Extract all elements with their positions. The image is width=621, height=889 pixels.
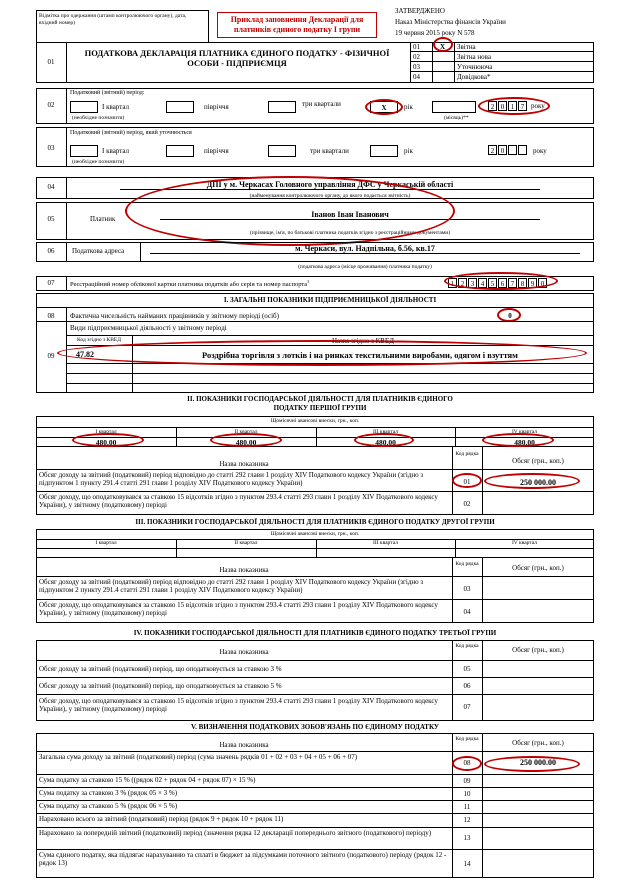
address-label: Податкова адреса (72, 247, 125, 255)
doc-type-02-num: 02 (413, 53, 420, 61)
reg-digit-cell[interactable]: 0 (538, 278, 547, 288)
corr-year-label: рік (404, 147, 413, 155)
sec5-row-text: Сума податку за ставкою 15 % ((рядок 02 + рядок 04 + рядок 07) × 15 %) (39, 776, 256, 784)
sec2-q2-label: II квартал (234, 429, 258, 435)
corr-necessary: (необхідне позначити) (72, 159, 125, 165)
period-corr-label: Податковий (звітний) період, який уточнюється (70, 130, 192, 136)
period-q1-checkbox[interactable] (70, 101, 98, 113)
reg-digit-cell[interactable]: 2 (458, 278, 467, 288)
period-year-checkbox[interactable]: X (370, 101, 398, 113)
sample-note (217, 12, 377, 38)
sec5-row-value[interactable]: 250 000.00 (520, 757, 556, 767)
sec2-row2-code: 02 (463, 500, 471, 508)
doc-types (410, 42, 594, 83)
corr-year-word: року (533, 147, 547, 155)
period-necessary: (необхідне позначити) (72, 115, 125, 121)
row-05-num: 05 (47, 215, 55, 223)
approved-word: ЗАТВЕРДЖЕНО (395, 7, 445, 15)
year-digit-2[interactable]: 0 (498, 101, 507, 111)
corr-year-digit-3[interactable] (508, 145, 517, 155)
payer-value[interactable]: Іванов Іван Іванович (160, 210, 540, 220)
reg-digit-cell[interactable]: 3 (468, 278, 477, 288)
reg-digit-cell[interactable]: 1 (448, 278, 457, 288)
sec3-row1-text: Обсяг доходу за звітний (податковий) період відповідно до статті 292 глави 1 розділу XIV Податкового кодексу України (згідно з підпунктом 2 пункту 291.4 статті 291 глави 1 розділу XIV Податкового кодексу України) (39, 578, 424, 594)
corr-year-digit-1[interactable]: 2 (488, 145, 497, 155)
period-year-label: рік (404, 103, 413, 111)
period-year-word: року (531, 102, 545, 110)
sec2-q3-value[interactable]: 480.00 (375, 438, 396, 447)
period-q3-label: три квартали (302, 100, 341, 108)
approved-block (395, 6, 595, 39)
sec2-q1-label: I квартал (95, 429, 117, 435)
doc-type-03-num: 03 (413, 63, 420, 71)
kved-code-header: Код згідно з КВЕД (77, 337, 121, 343)
sec5-row-code: 12 (463, 816, 471, 824)
sec5-row-code: 10 (463, 789, 471, 798)
sec5-row-text: Сума єдиного податку, яка підлягає нарахуванню та сплаті в бюджет за підсумками поточного звітного (податкового) періоду (рядок 12 - рядок 13) (39, 851, 447, 867)
sec5-row-text: Нараховано за попередній звітний (податковий) період (значення рядка 12 декларації попереднього звітного (податкового) періоду) (39, 829, 432, 837)
corr-half-label: півріччя (204, 147, 229, 155)
approved-order: Наказ Міністерства фінансів України (395, 18, 506, 26)
sec2-ind-header: Назва показника (219, 460, 269, 468)
sec2-row1-value[interactable]: 250 000.00 (520, 478, 556, 487)
sec3-sum-header: Обсяг (грн., коп.) (512, 564, 564, 572)
row-04-num: 04 (47, 183, 55, 191)
corr-q3-checkbox[interactable] (268, 145, 296, 157)
reg-digit-cell[interactable]: 4 (478, 278, 487, 288)
year-digit-4[interactable]: 7 (518, 101, 527, 111)
corr-year-digit-2[interactable]: 0 (498, 145, 507, 155)
sec2-q4-label: IV квартал (511, 429, 538, 435)
sec2-sum-header: Обсяг (грн., коп.) (512, 457, 564, 465)
sec2-code-header: Код рядка (455, 451, 479, 457)
period-q1-label: I квартал (102, 103, 130, 111)
doc-type-01[interactable] (410, 42, 594, 52)
sec5-row-text: Нараховано всього за звітний (податковий) період (рядок 9 + рядок 10 + рядок 11) (39, 815, 284, 823)
doc-type-01-label: Звітна (457, 43, 476, 51)
row-06-num: 06 (47, 247, 55, 255)
corr-year-checkbox[interactable] (370, 145, 398, 157)
corr-year-digit-4[interactable] (518, 145, 527, 155)
reg-digit-cell[interactable]: 5 (488, 278, 497, 288)
stamp-box (36, 10, 209, 43)
sec5-row-code: 13 (463, 834, 471, 842)
sec3-q4-label: IV квартал (511, 540, 538, 546)
sec4-row1-text: Обсяг доходу за звітний (податковий) період, що оподатковується за ставкою 3 % (39, 665, 282, 673)
sec3-row2-text: Обсяг доходу, що оподатковувався за ставкою 15 відсотків згідно з пунктом 293.4 статті 293 глави 1 розділу XIV Податкового кодексу України), у звітному (податковому) періоді (39, 601, 438, 617)
row-02-num: 02 (47, 101, 55, 109)
sec2-advance: Щомісячні авансові внески, грн., коп. (270, 418, 360, 424)
sec5-row-code: 14 (463, 859, 471, 868)
doc-type-04-label: Довідкова* (457, 73, 491, 81)
reg-digit-cell[interactable]: 9 (528, 278, 537, 288)
sec2-q2-value[interactable]: 480.00 (235, 438, 257, 447)
sec1-title: I. ЗАГАЛЬНІ ПОКАЗНИКИ ПІДПРИЄМНИЦЬКОЇ ДІЯЛЬНОСТІ (223, 296, 437, 304)
sec3-q2-label: II квартал (234, 540, 258, 546)
row-07-num: 07 (47, 279, 55, 287)
reg-digit-cell[interactable]: 7 (508, 278, 517, 288)
corr-half-checkbox[interactable] (166, 145, 194, 157)
period-q3-checkbox[interactable] (268, 101, 296, 113)
kved-code-value[interactable]: 47.82 (76, 350, 94, 359)
sec4-code-header: Код рядка (455, 643, 479, 649)
sec5-code-header: Код рядка (455, 736, 479, 742)
reg-digit-cell[interactable]: 6 (498, 278, 507, 288)
reg-label-sup: 3 (307, 279, 310, 284)
row-09-num: 09 (47, 352, 55, 360)
sec3-row1-code: 03 (463, 585, 471, 593)
period-half-label: півріччя (204, 103, 229, 111)
sec3-title: III. ПОКАЗНИКИ ГОСПОДАРСЬКОЇ ДІЯЛЬНОСТІ ДЛЯ ПЛАТНИКІВ ЄДИНОГО ПОДАТКУ ДРУГОЇ ГРУПИ (135, 518, 495, 526)
kved-name-value[interactable]: Роздрібна торгівля з лотків і на ринках текстильними виробами, одягом і взуттям (202, 350, 518, 360)
activities-label: Види підприємницької діяльності у звітному періоді (70, 324, 227, 332)
sec2-row1-text: Обсяг доходу за звітний (податковий) період відповідно до статті 292 глави 1 розділу XIV Податкового кодексу України (згідно з підпунктом 1 пункту 291.4 статті 291 глави 1 розділу XIV Податкового кодексу України) (39, 471, 424, 487)
corr-q3-label: три квартали (310, 147, 349, 155)
sec3-code-header: Код рядка (455, 561, 479, 567)
sec2-q4-value[interactable]: 480.00 (514, 438, 535, 447)
period-half-checkbox[interactable] (166, 101, 194, 113)
sec2-q1-value[interactable]: 480.00 (95, 438, 117, 447)
doc-type-04-num: 04 (413, 73, 420, 81)
payer-caption: (прізвище, ім'я, по батькові платника податків згідно з реєстраційними документами) (249, 230, 451, 236)
sec5-row-code: 08 (463, 758, 471, 767)
doc-type-03[interactable] (410, 62, 594, 72)
approved-date: 19 червня 2015 року N 578 (395, 29, 475, 37)
corr-q1-checkbox[interactable] (70, 145, 98, 157)
sec2-q3-label: III квартал (373, 429, 398, 435)
year-digit-1[interactable]: 2 (488, 101, 497, 111)
doc-type-04[interactable] (410, 72, 594, 83)
period-label: Податковий (звітний) період: (70, 90, 145, 96)
sec2-title: II. ПОКАЗНИКИ ГОСПОДАРСЬКОЇ ДІЯЛЬНОСТІ ДЛЯ ПЛАТНИКІВ ЄДИНОГО ПОДАТКУ ПЕРШОЇ ГРУПИ (187, 395, 453, 412)
kved-name-header: Назва згідно з КВЕД (331, 337, 395, 345)
sec5-row-code: 11 (463, 802, 471, 811)
doc-type-01-num: 01 (413, 43, 420, 51)
sec5-row-code: 09 (463, 776, 471, 785)
sec3-advance: Щомісячні авансові внески, грн., коп. (270, 531, 360, 537)
sample-note-text: Приклад заповнення Декларації для платників єдиного податку I групи (230, 15, 364, 34)
row-08-num: 08 (47, 312, 55, 320)
sec4-title: IV. ПОКАЗНИКИ ГОСПОДАРСЬКОЇ ДІЯЛЬНОСТІ ДЛЯ ПЛАТНИКІВ ЄДИНОГО ПОДАТКУ ТРЕТЬОЇ ГРУПИ (133, 629, 497, 637)
row-03-num: 03 (47, 144, 55, 152)
sec2-row1-code: 01 (463, 478, 471, 486)
sec5-row-text: Сума податку за ставкою 3 % (рядок 05 × 3 %) (39, 789, 178, 797)
sec3-q1-label: I квартал (95, 540, 117, 546)
sec5-row-text: Загальна сума доходу за звітний (податковий) період (сума значень рядків 01 + 02 + 03 + 04 + 05 + 06 + 07) (39, 753, 358, 761)
sec4-ind-header: Назва показника (219, 648, 269, 656)
reg-label (70, 279, 309, 288)
year-digit-3[interactable]: 1 (508, 101, 517, 111)
period-month-label: (місяць)** (444, 115, 469, 121)
declaration-title: ПОДАТКОВА ДЕКЛАРАЦІЯ ПЛАТНИКА ЄДИНОГО ПОДАТКУ - ФІЗИЧНОЇ ОСОБИ - ПІДПРИЄМЦЯ (84, 48, 390, 68)
sec2-row2-text: Обсяг доходу, що оподатковувався за ставкою 15 відсотків згідно з пунктом 293.4 статті 293 глави 1 розділу XIV Податкового кодексу України), у звітному (податковому) періоді (39, 493, 438, 509)
sec5-ind-header: Назва показника (219, 741, 269, 749)
sec5-row-text: Сума податку за ставкою 5 % (рядок 06 × 5 %) (39, 802, 178, 810)
doc-type-01-mark: X (440, 43, 446, 51)
corr-q1-label: I квартал (102, 147, 130, 155)
doc-type-02[interactable] (410, 52, 594, 62)
sec4-row1-code: 05 (463, 665, 471, 673)
doc-type-02-label: Звітна нова (457, 53, 491, 61)
sec5-title: V. ВИЗНАЧЕННЯ ПОДАТКОВИХ ЗОБОВ'ЯЗАНЬ ПО ЄДИНОМУ ПОДАТКУ (190, 723, 440, 731)
sec5-sum-header: Обсяг (грн., коп.) (512, 739, 564, 747)
sec4-row3-text: Обсяг доходу, що оподатковувався за ставкою 15 відсотків згідно з пунктом 293.4 статті 293 глави 1 розділу XIV Податкового кодексу України), у звітному (податковому) періоді (39, 697, 438, 713)
sec4-row2-code: 06 (463, 682, 471, 690)
address-caption: (податкова адреса (місце проживання) платника податку) (298, 264, 432, 270)
employees-label: Фактична чисельність найманих працівників у звітному періоді (осіб) (70, 312, 279, 320)
sec3-ind-header: Назва показника (219, 566, 269, 574)
sec4-row2-text: Обсяг доходу за звітний (податковий) період, що оподатковується за ставкою 5 % (39, 682, 282, 690)
reg-label-text: Реєстраційний номер облікової картки платника податків або серія та номер паспорта (70, 281, 308, 289)
sec3-row2-code: 04 (463, 608, 471, 616)
authority-value[interactable]: ДПІ у м. Черкасах Головного управління ДФС у Черкаській області (120, 180, 540, 190)
doc-type-03-label: Уточнююча (457, 63, 493, 71)
address-value[interactable]: м. Черкаси, вул. Надпільна, б.56, кв.17 (150, 244, 580, 254)
sec3-q3-label: III квартал (373, 540, 398, 546)
row-01-num: 01 (47, 58, 55, 66)
employees-value[interactable]: 0 (508, 312, 512, 320)
sec4-row3-code: 07 (463, 703, 471, 711)
payer-label: Платник (90, 215, 116, 223)
authority-caption: (найменування контролюючого органу, до якого подається звітність) (249, 193, 411, 199)
sec4-sum-header: Обсяг (грн., коп.) (512, 646, 564, 654)
period-month-box[interactable] (432, 101, 476, 113)
reg-digit-cell[interactable]: 8 (518, 278, 527, 288)
stamp-box-text: Відмітка про одержання (штамп контролюючого органу), дата, вхідний номер) (39, 13, 187, 26)
